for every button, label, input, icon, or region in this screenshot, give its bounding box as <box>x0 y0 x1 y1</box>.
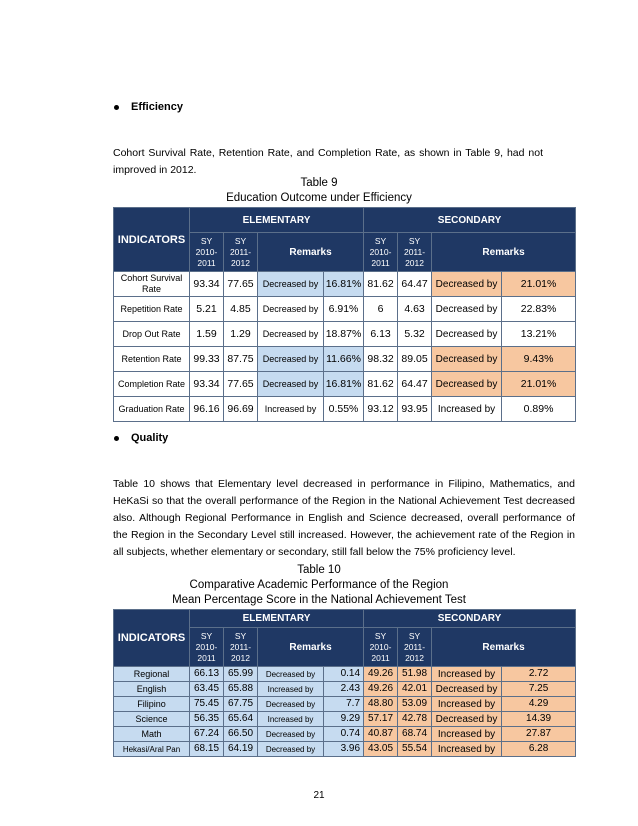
header-sy-2011-2012: SY 2011-2012 <box>398 233 432 272</box>
remark-cell: Decreased by <box>432 272 502 297</box>
table-row <box>114 742 576 757</box>
remark-cell: Decreased by <box>432 297 502 322</box>
remark-cell: Increased by <box>432 742 502 757</box>
value-cell: 99.33 <box>190 347 224 372</box>
table10-caption-subtitle: Mean Percentage Score in the National Achievement Test <box>172 594 466 606</box>
table-row <box>114 397 576 422</box>
remark-cell: Increased by <box>432 727 502 742</box>
indicator-cell: Drop Out Rate <box>114 322 190 347</box>
remark-cell: Decreased by <box>258 697 324 712</box>
remark-cell: Decreased by <box>258 667 324 682</box>
value-cell: 6.13 <box>364 322 398 347</box>
value-cell: 1.29 <box>224 322 258 347</box>
page-number: 21 <box>313 790 325 801</box>
remark-cell: Decreased by <box>432 682 502 697</box>
value-cell: 55.54 <box>398 742 432 757</box>
change-cell: 9.43% <box>502 347 576 372</box>
value-cell: 51.98 <box>398 667 432 682</box>
header-sy-2010-2011: SY 2010-2011 <box>364 233 398 272</box>
value-cell: 48.80 <box>364 697 398 712</box>
value-cell: 4.85 <box>224 297 258 322</box>
table-row <box>114 297 576 322</box>
header-sy-2011-2012: SY 2011-2012 <box>398 628 432 667</box>
value-cell: 64.47 <box>398 272 432 297</box>
section-heading-quality <box>114 432 168 444</box>
indicator-cell: Cohort Survival Rate <box>114 272 190 297</box>
value-cell: 77.65 <box>224 272 258 297</box>
change-cell: 2.72 <box>502 667 576 682</box>
header-sy-2010-2011: SY 2010-2011 <box>190 628 224 667</box>
value-cell: 66.50 <box>224 727 258 742</box>
value-cell: 98.32 <box>364 347 398 372</box>
remark-cell: Increased by <box>432 667 502 682</box>
value-cell: 66.13 <box>190 667 224 682</box>
paragraph-efficiency: Cohort Survival Rate, Retention Rate, and Completion Rate, as shown in Table 9, had not improved in 2012. <box>113 147 543 176</box>
change-cell: 0.14 <box>324 667 364 682</box>
value-cell: 6 <box>364 297 398 322</box>
header-indicators: INDICATORS <box>114 610 190 667</box>
value-cell: 4.63 <box>398 297 432 322</box>
change-cell: 3.96 <box>324 742 364 757</box>
value-cell: 43.05 <box>364 742 398 757</box>
header-remarks: Remarks <box>258 233 364 272</box>
remark-cell: Decreased by <box>432 372 502 397</box>
table-10 <box>113 609 576 757</box>
indicator-cell: Math <box>114 727 190 742</box>
table-row <box>114 682 576 697</box>
table9-caption-title: Education Outcome under Efficiency <box>226 192 412 204</box>
indicator-cell: Filipino <box>114 697 190 712</box>
change-cell: 22.83% <box>502 297 576 322</box>
value-cell: 68.15 <box>190 742 224 757</box>
header-indicators: INDICATORS <box>114 208 190 272</box>
table-row <box>114 712 576 727</box>
value-cell: 93.34 <box>190 372 224 397</box>
table10-caption-number: Table 10 <box>297 564 341 576</box>
table-9 <box>113 207 576 422</box>
bullet-icon <box>114 436 119 441</box>
value-cell: 56.35 <box>190 712 224 727</box>
change-cell: 2.43 <box>324 682 364 697</box>
table10-caption-title: Comparative Academic Performance of the Region <box>189 579 449 591</box>
value-cell: 40.87 <box>364 727 398 742</box>
change-cell: 0.74 <box>324 727 364 742</box>
header-remarks: Remarks <box>432 233 576 272</box>
paragraph-quality: Table 10 shows that Elementary level decreased in performance in Filipino, Mathematics, and HeKaSi so that the overall performance of the Region in the National Achievement Test decreased also. Although Regional Performance in English and Science decreased, overall performance of the Region in the Secondary Level still increased. However, the achievement rate of the Region in all subjects, whether elementary or secondary, still fall below the 75% proficiency level. <box>113 478 575 558</box>
value-cell: 77.65 <box>224 372 258 397</box>
indicator-cell: Graduation Rate <box>114 397 190 422</box>
value-cell: 1.59 <box>190 322 224 347</box>
value-cell: 64.19 <box>224 742 258 757</box>
indicator-cell: Science <box>114 712 190 727</box>
change-cell: 0.55% <box>324 397 364 422</box>
change-cell: 18.87% <box>324 322 364 347</box>
remark-cell: Increased by <box>258 397 324 422</box>
value-cell: 87.75 <box>224 347 258 372</box>
table9-caption-number: Table 9 <box>300 177 338 189</box>
indicator-cell: English <box>114 682 190 697</box>
change-cell: 4.29 <box>502 697 576 712</box>
value-cell: 64.47 <box>398 372 432 397</box>
change-cell: 16.81% <box>324 372 364 397</box>
table-row <box>114 272 576 297</box>
remark-cell: Decreased by <box>258 727 324 742</box>
change-cell: 7.25 <box>502 682 576 697</box>
change-cell: 27.87 <box>502 727 576 742</box>
remark-cell: Increased by <box>258 712 324 727</box>
value-cell: 5.32 <box>398 322 432 347</box>
remark-cell: Decreased by <box>258 742 324 757</box>
value-cell: 67.24 <box>190 727 224 742</box>
remark-cell: Decreased by <box>432 712 502 727</box>
change-cell: 9.29 <box>324 712 364 727</box>
table-row <box>114 727 576 742</box>
bullet-icon <box>114 105 119 110</box>
value-cell: 93.12 <box>364 397 398 422</box>
remark-cell: Increased by <box>432 397 502 422</box>
header-sy-2011-2012: SY 2011-2012 <box>224 628 258 667</box>
value-cell: 67.75 <box>224 697 258 712</box>
value-cell: 65.64 <box>224 712 258 727</box>
value-cell: 96.69 <box>224 397 258 422</box>
header-elementary: ELEMENTARY <box>190 208 364 233</box>
header-sy-2010-2011: SY 2010-2011 <box>364 628 398 667</box>
change-cell: 13.21% <box>502 322 576 347</box>
indicator-cell: Retention Rate <box>114 347 190 372</box>
value-cell: 57.17 <box>364 712 398 727</box>
table-row <box>114 697 576 712</box>
change-cell: 16.81% <box>324 272 364 297</box>
section-title: Efficiency <box>131 101 183 113</box>
change-cell: 14.39 <box>502 712 576 727</box>
header-elementary: ELEMENTARY <box>190 610 364 628</box>
value-cell: 75.45 <box>190 697 224 712</box>
remark-cell: Decreased by <box>258 347 324 372</box>
indicator-cell: Repetition Rate <box>114 297 190 322</box>
change-cell: 21.01% <box>502 372 576 397</box>
change-cell: 21.01% <box>502 272 576 297</box>
indicator-cell: Hekasi/Aral Pan <box>114 742 190 757</box>
value-cell: 96.16 <box>190 397 224 422</box>
indicator-cell: Regional <box>114 667 190 682</box>
change-cell: 0.89% <box>502 397 576 422</box>
value-cell: 42.78 <box>398 712 432 727</box>
header-sy-2010-2011: SY 2010-2011 <box>190 233 224 272</box>
value-cell: 5.21 <box>190 297 224 322</box>
section-heading-efficiency <box>114 101 183 113</box>
value-cell: 89.05 <box>398 347 432 372</box>
value-cell: 93.95 <box>398 397 432 422</box>
remark-cell: Decreased by <box>258 297 324 322</box>
header-secondary: SECONDARY <box>364 208 576 233</box>
change-cell: 7.7 <box>324 697 364 712</box>
remark-cell: Increased by <box>432 697 502 712</box>
header-sy-2011-2012: SY 2011-2012 <box>224 233 258 272</box>
value-cell: 63.45 <box>190 682 224 697</box>
table-row <box>114 322 576 347</box>
value-cell: 68.74 <box>398 727 432 742</box>
value-cell: 42.01 <box>398 682 432 697</box>
indicator-cell: Completion Rate <box>114 372 190 397</box>
change-cell: 6.28 <box>502 742 576 757</box>
table-row <box>114 372 576 397</box>
table-row <box>114 347 576 372</box>
remark-cell: Decreased by <box>258 272 324 297</box>
remark-cell: Decreased by <box>432 347 502 372</box>
section-title: Quality <box>131 432 169 444</box>
remark-cell: Decreased by <box>432 322 502 347</box>
remark-cell: Decreased by <box>258 322 324 347</box>
header-remarks: Remarks <box>432 628 576 667</box>
header-secondary: SECONDARY <box>364 610 576 628</box>
value-cell: 93.34 <box>190 272 224 297</box>
value-cell: 65.99 <box>224 667 258 682</box>
remark-cell: Decreased by <box>258 372 324 397</box>
value-cell: 49.26 <box>364 667 398 682</box>
value-cell: 81.62 <box>364 372 398 397</box>
header-remarks: Remarks <box>258 628 364 667</box>
change-cell: 11.66% <box>324 347 364 372</box>
value-cell: 81.62 <box>364 272 398 297</box>
value-cell: 65.88 <box>224 682 258 697</box>
value-cell: 53.09 <box>398 697 432 712</box>
remark-cell: Increased by <box>258 682 324 697</box>
change-cell: 6.91% <box>324 297 364 322</box>
table-row <box>114 667 576 682</box>
value-cell: 49.26 <box>364 682 398 697</box>
